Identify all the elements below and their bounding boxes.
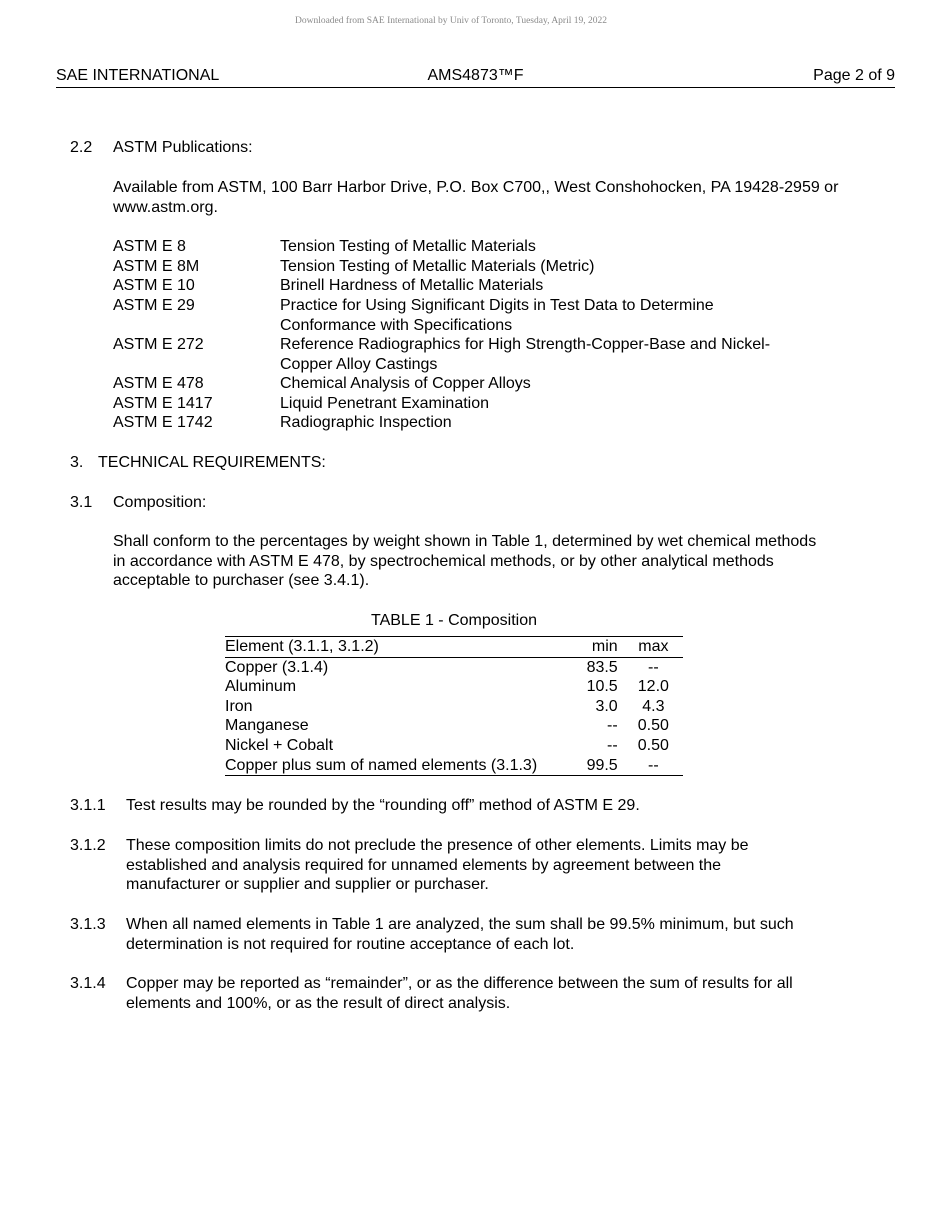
subsection-text: These composition limits do not preclude the presence of other elements. Limits may be established and analysis required for unnamed elements by agreement between the manufacturer or supplier and supplier or purchaser. <box>126 837 749 894</box>
table-row <box>225 736 683 756</box>
table-1-title: TABLE 1 - Composition <box>371 612 537 629</box>
reference-title: Tension Testing of Metallic Materials <box>280 238 536 255</box>
reference-title: Tension Testing of Metallic Materials (Metric) <box>280 258 595 275</box>
reference-code: ASTM E 1417 <box>113 395 213 412</box>
reference-code: ASTM E 10 <box>113 277 195 294</box>
column-header-max: max <box>638 638 669 655</box>
subsection-text: When all named elements in Table 1 are analyzed, the sum shall be 99.5% minimum, but such determination is not required for routine acceptance of each lot. <box>126 916 794 953</box>
element-cell: Copper (3.1.4) <box>225 658 329 676</box>
section-3-number: 3. <box>70 454 84 471</box>
min-cell: -- <box>607 736 618 754</box>
table-row <box>225 657 683 677</box>
document-number: AMS4873™F <box>427 67 524 84</box>
subsection-text: Test results may be rounded by the “rounding off” method of ASTM E 29. <box>126 797 640 814</box>
max-cell: 12.0 <box>637 678 669 696</box>
reference-code: ASTM E 272 <box>113 336 204 353</box>
max-cell: 4.3 <box>642 697 665 715</box>
max-cell: 0.50 <box>637 736 669 754</box>
reference-title: Brinell Hardness of Metallic Materials <box>280 277 544 294</box>
subsection-number: 3.1.2 <box>70 837 106 854</box>
subsection-number: 3.1.1 <box>70 797 106 814</box>
min-cell: 99.5 <box>586 756 618 774</box>
astm-availability: Available from ASTM, 100 Barr Harbor Drive, P.O. Box C700,, West Conshohocken, PA 19428-2959 or www.astm.org. <box>113 179 839 216</box>
section-2-2-title: ASTM Publications: <box>113 139 253 156</box>
page-number: Page 2 of 9 <box>813 67 895 84</box>
table-row <box>225 677 683 697</box>
table-row <box>225 697 683 717</box>
min-cell: 10.5 <box>586 678 618 696</box>
section-3-1-number: 3.1 <box>70 494 93 511</box>
element-cell: Nickel + Cobalt <box>225 736 334 754</box>
min-cell: -- <box>607 717 618 735</box>
max-cell: 0.50 <box>637 717 669 735</box>
reference-code: ASTM E 8 <box>113 238 186 255</box>
reference-title: Liquid Penetrant Examination <box>280 395 490 412</box>
element-cell: Aluminum <box>225 678 297 696</box>
publisher-name: SAE INTERNATIONAL <box>56 67 220 84</box>
element-cell: Copper plus sum of named elements (3.1.3) <box>225 756 538 774</box>
reference-title: Chemical Analysis of Copper Alloys <box>280 375 531 392</box>
reference-title: Radiographic Inspection <box>280 414 452 431</box>
section-3-title: TECHNICAL REQUIREMENTS: <box>98 454 326 471</box>
subsection-text: Copper may be reported as “remainder”, or as the difference between the sum of results for all elements and 100%, or as the result of direct analysis. <box>126 975 793 1012</box>
reference-code: ASTM E 29 <box>113 297 195 314</box>
table-header-row <box>225 637 683 658</box>
table-row <box>225 716 683 736</box>
reference-code: ASTM E 478 <box>113 375 204 392</box>
page-header <box>56 67 895 88</box>
subsection-number: 3.1.4 <box>70 975 106 992</box>
section-3-1-title: Composition: <box>113 494 207 511</box>
max-cell: -- <box>648 756 659 774</box>
min-cell: 3.0 <box>595 697 618 715</box>
min-cell: 83.5 <box>586 658 618 676</box>
reference-code: ASTM E 8M <box>113 258 200 275</box>
reference-title: Reference Radiographics for High Strength-Copper-Base and Nickel-Copper Alloy Castings <box>280 336 771 373</box>
table-row <box>225 756 683 776</box>
download-watermark: Downloaded from SAE International by Univ of Toronto, Tuesday, April 19, 2022 <box>294 16 607 26</box>
composition-paragraph: Shall conform to the percentages by weight shown in Table 1, determined by wet chemical methods in accordance with ASTM E 478, by spectrochemical methods, or by other analytical methods acceptable to purchaser (see 3.4.1). <box>113 533 817 590</box>
element-cell: Manganese <box>225 717 309 735</box>
column-header-element: Element (3.1.1, 3.1.2) <box>225 638 379 655</box>
element-cell: Iron <box>225 697 253 715</box>
section-2-2-number: 2.2 <box>70 139 93 156</box>
reference-title: Practice for Using Significant Digits in Test Data to Determine Conformance with Specifications <box>280 297 714 334</box>
max-cell: -- <box>648 658 659 676</box>
column-header-min: min <box>591 638 618 655</box>
composition-table <box>225 636 683 776</box>
subsection-number: 3.1.3 <box>70 916 106 933</box>
reference-code: ASTM E 1742 <box>113 414 213 431</box>
